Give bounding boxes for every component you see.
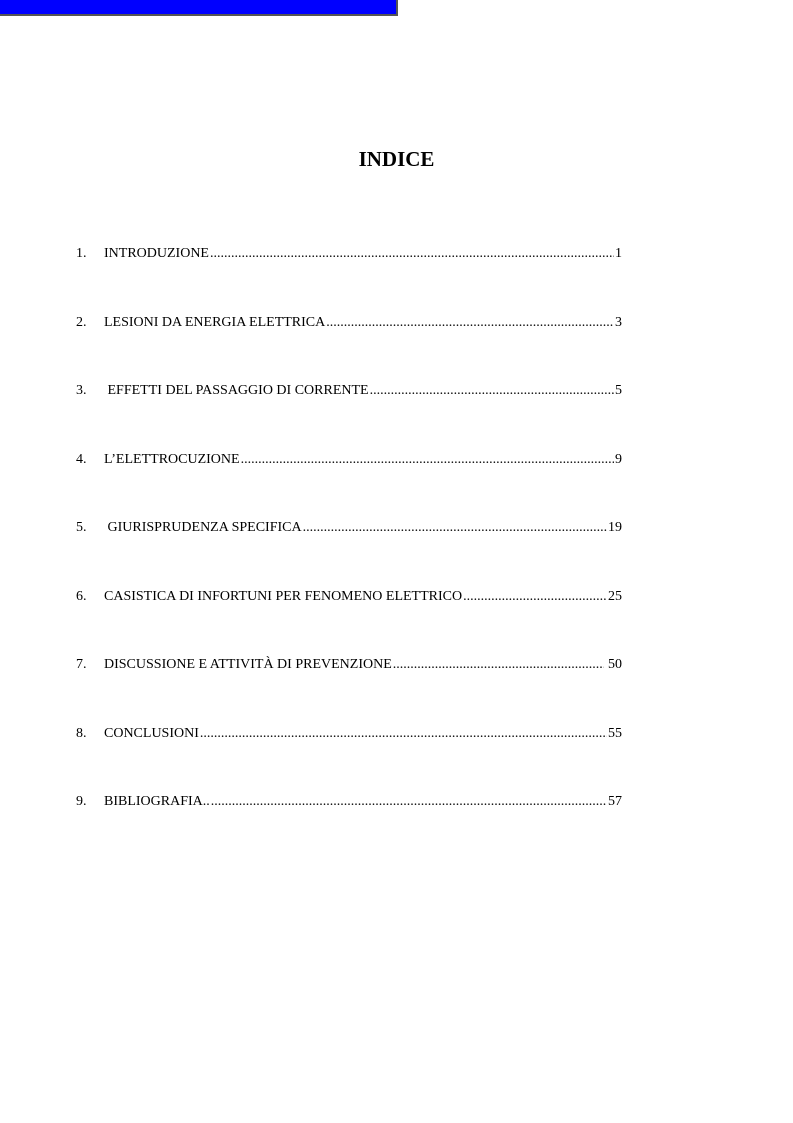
dot-leader xyxy=(211,792,607,812)
toc-label: INTRODUZIONE xyxy=(104,246,209,261)
toc-entry-6[interactable] xyxy=(76,587,622,656)
toc-number: 5. xyxy=(76,520,87,535)
top-color-bar xyxy=(0,0,398,16)
toc-label: LESIONI DA ENERGIA ELETTRICA xyxy=(104,314,326,330)
dot-leader xyxy=(393,655,604,675)
toc-label: DISCUSSIONE E ATTIVITÀ DI PREVENZIONE xyxy=(104,657,392,672)
toc-page-number: 25 xyxy=(608,588,622,604)
toc-page-number: 1 xyxy=(615,246,622,261)
toc-number: 4. xyxy=(76,451,87,467)
dot-leader xyxy=(303,518,607,538)
toc-number: 8. xyxy=(76,725,87,741)
dot-leader xyxy=(200,724,607,744)
toc-entry-7[interactable] xyxy=(76,655,622,724)
toc-entry-4[interactable] xyxy=(76,450,622,519)
toc-number: 7. xyxy=(76,657,87,672)
toc-page-number: 55 xyxy=(608,725,622,741)
toc-label: CASISTICA DI INFORTUNI PER FENOMENO ELETTRICO xyxy=(104,588,463,604)
toc-number: 2. xyxy=(76,314,87,330)
dot-leader xyxy=(463,587,607,607)
toc-number: 9. xyxy=(76,794,87,809)
toc-page-number: 9 xyxy=(615,451,622,467)
toc-label: EFFETTI DEL PASSAGGIO DI CORRENTE xyxy=(104,383,369,398)
toc-label: CONCLUSIONI xyxy=(104,725,199,741)
toc-label: GIURISPRUDENZA SPECIFICA xyxy=(104,520,302,535)
toc-page-number: 50 xyxy=(604,657,622,672)
toc-page-number: 19 xyxy=(608,520,622,535)
toc-entry-1[interactable] xyxy=(76,244,622,313)
toc-entry-8[interactable] xyxy=(76,724,622,793)
table-of-contents xyxy=(76,244,622,861)
toc-entry-2[interactable] xyxy=(76,313,622,382)
dot-leader xyxy=(210,244,614,264)
dot-leader xyxy=(326,313,614,333)
page-title: INDICE xyxy=(358,147,435,171)
dot-leader xyxy=(241,450,614,470)
toc-page-number: 57 xyxy=(608,794,622,809)
toc-number: 3. xyxy=(76,383,87,398)
toc-entry-3[interactable] xyxy=(76,381,622,450)
toc-page-number: 5 xyxy=(615,383,622,398)
toc-entry-9[interactable] xyxy=(76,792,622,861)
dot-leader xyxy=(370,381,614,401)
toc-page-number: 3 xyxy=(615,314,622,330)
toc-number: 1. xyxy=(76,246,87,261)
toc-number: 6. xyxy=(76,588,87,604)
toc-entry-5[interactable] xyxy=(76,518,622,587)
toc-label: L’ELETTROCUZIONE xyxy=(104,451,240,467)
toc-label: BIBLIOGRAFIA.. xyxy=(104,794,210,809)
